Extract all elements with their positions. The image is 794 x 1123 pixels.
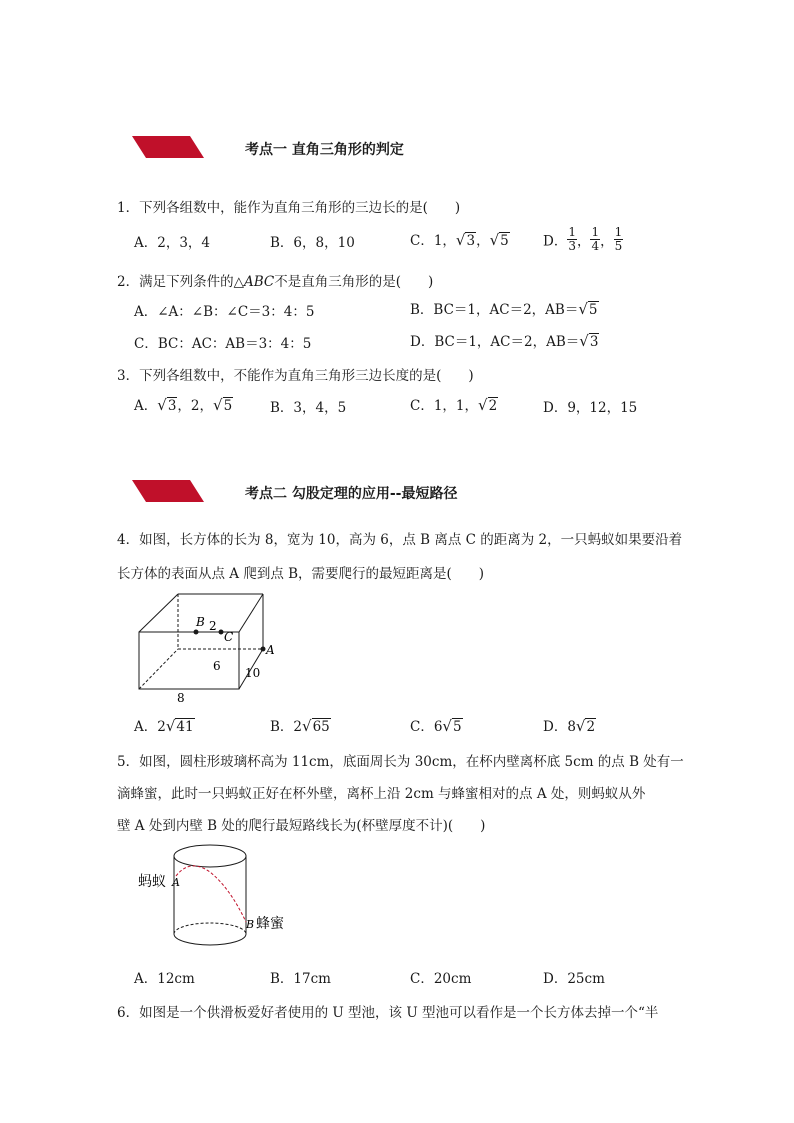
q4-option-b: B．2√65 [270,717,330,735]
question-5-line-2: 滴蜂蜜，此时一只蚂蚁正好在杯外壁，离杯上沿 2cm 与蜂蜜相对的点 A 处，则蚂蚁从外 [117,786,646,802]
label-honey: 蜂蜜 [256,916,284,932]
label-cyl-a: A [172,876,180,889]
label-2: 2 [209,619,217,633]
label-cyl-b: B [246,918,255,931]
q4-option-c: C．6√5 [410,717,462,735]
q5-option-c: C．20cm [410,971,472,987]
question-5-line-3: 壁 A 处到内壁 B 处的爬行最短路线长为(杯壁厚度不计)( ) [117,818,486,834]
cuboid-figure [120,588,300,708]
q3-option-d: D．9，12，15 [543,400,638,416]
question-2-stem: 2．满足下列条件的△ABC不是直角三角形的是( ) [117,274,434,290]
label-6: 6 [213,659,221,673]
q2-option-b: B．BC＝1，AC＝2，AB＝√5 [410,300,598,318]
q1-option-b: B．6，8，10 [270,235,355,251]
q5-option-d: D．25cm [543,971,605,987]
q2-option-c: C．BC：AC：AB＝3：4：5 [134,336,312,352]
point-c [219,630,224,635]
question-1-stem: 1．下列各组数中，能作为直角三角形的三边长的是( ) [117,200,461,216]
label-10: 10 [245,666,261,680]
label-a: A [266,643,275,657]
q1-option-c: C．1，√3，√5 [410,231,509,249]
point-b [194,630,199,635]
q2-option-d: D．BC＝1，AC＝2，AB＝√3 [410,332,599,350]
question-3-stem: 3．下列各组数中，不能作为直角三角形三边长度的是( ) [117,368,474,384]
q3-option-a: A．√3，2，√5 [134,396,233,414]
label-8: 8 [177,691,185,705]
q4-option-a: A．2√41 [134,717,194,735]
q1-option-a: A．2，3，4 [134,235,211,251]
section-title-1: 考点一 直角三角形的判定 [245,142,404,158]
q1-option-d: D． $\frac{1}{3}$ ， $\frac{1}{4}$ ， $\frac{1}{5}$ [543,225,623,253]
question-4-line-2: 长方体的表面从点 A 爬到点 B，需要爬行的最短距离是( ) [117,566,485,582]
question-5-line-1: 5．如图，圆柱形玻璃杯高为 11cm，底面周长为 30cm，在杯内壁离杯底 5cm 的点 B 处有一 [117,754,684,770]
q3-option-c: C．1，1，√2 [410,396,498,414]
question-6-line-1: 6．如图是一个供滑板爱好者使用的 U 型池，该 U 型池可以看作是一个长方体去掉一个“半 [117,1005,659,1021]
q5-option-a: A．12cm [134,971,195,987]
section-banner-2 [132,480,204,502]
cylinder-figure [130,838,300,958]
section-title-2: 考点二 勾股定理的应用--最短路径 [245,486,458,502]
question-4-line-1: 4．如图，长方体的长为 8，宽为 10，高为 6，点 B 离点 C 的距离为 2，一只蚂蚁如果要沿着 [117,532,683,548]
point-a [261,647,266,652]
label-c: C [224,630,234,644]
q3-option-b: B．3，4，5 [270,400,347,416]
q5-option-b: B．17cm [270,971,331,987]
q4-option-d: D．8√2 [543,717,596,735]
label-b: B [196,615,205,629]
section-banner-1 [132,136,204,158]
label-ant: 蚂蚁 [138,874,166,890]
q2-option-a: A．∠A：∠B：∠C＝3：4：5 [134,304,315,320]
